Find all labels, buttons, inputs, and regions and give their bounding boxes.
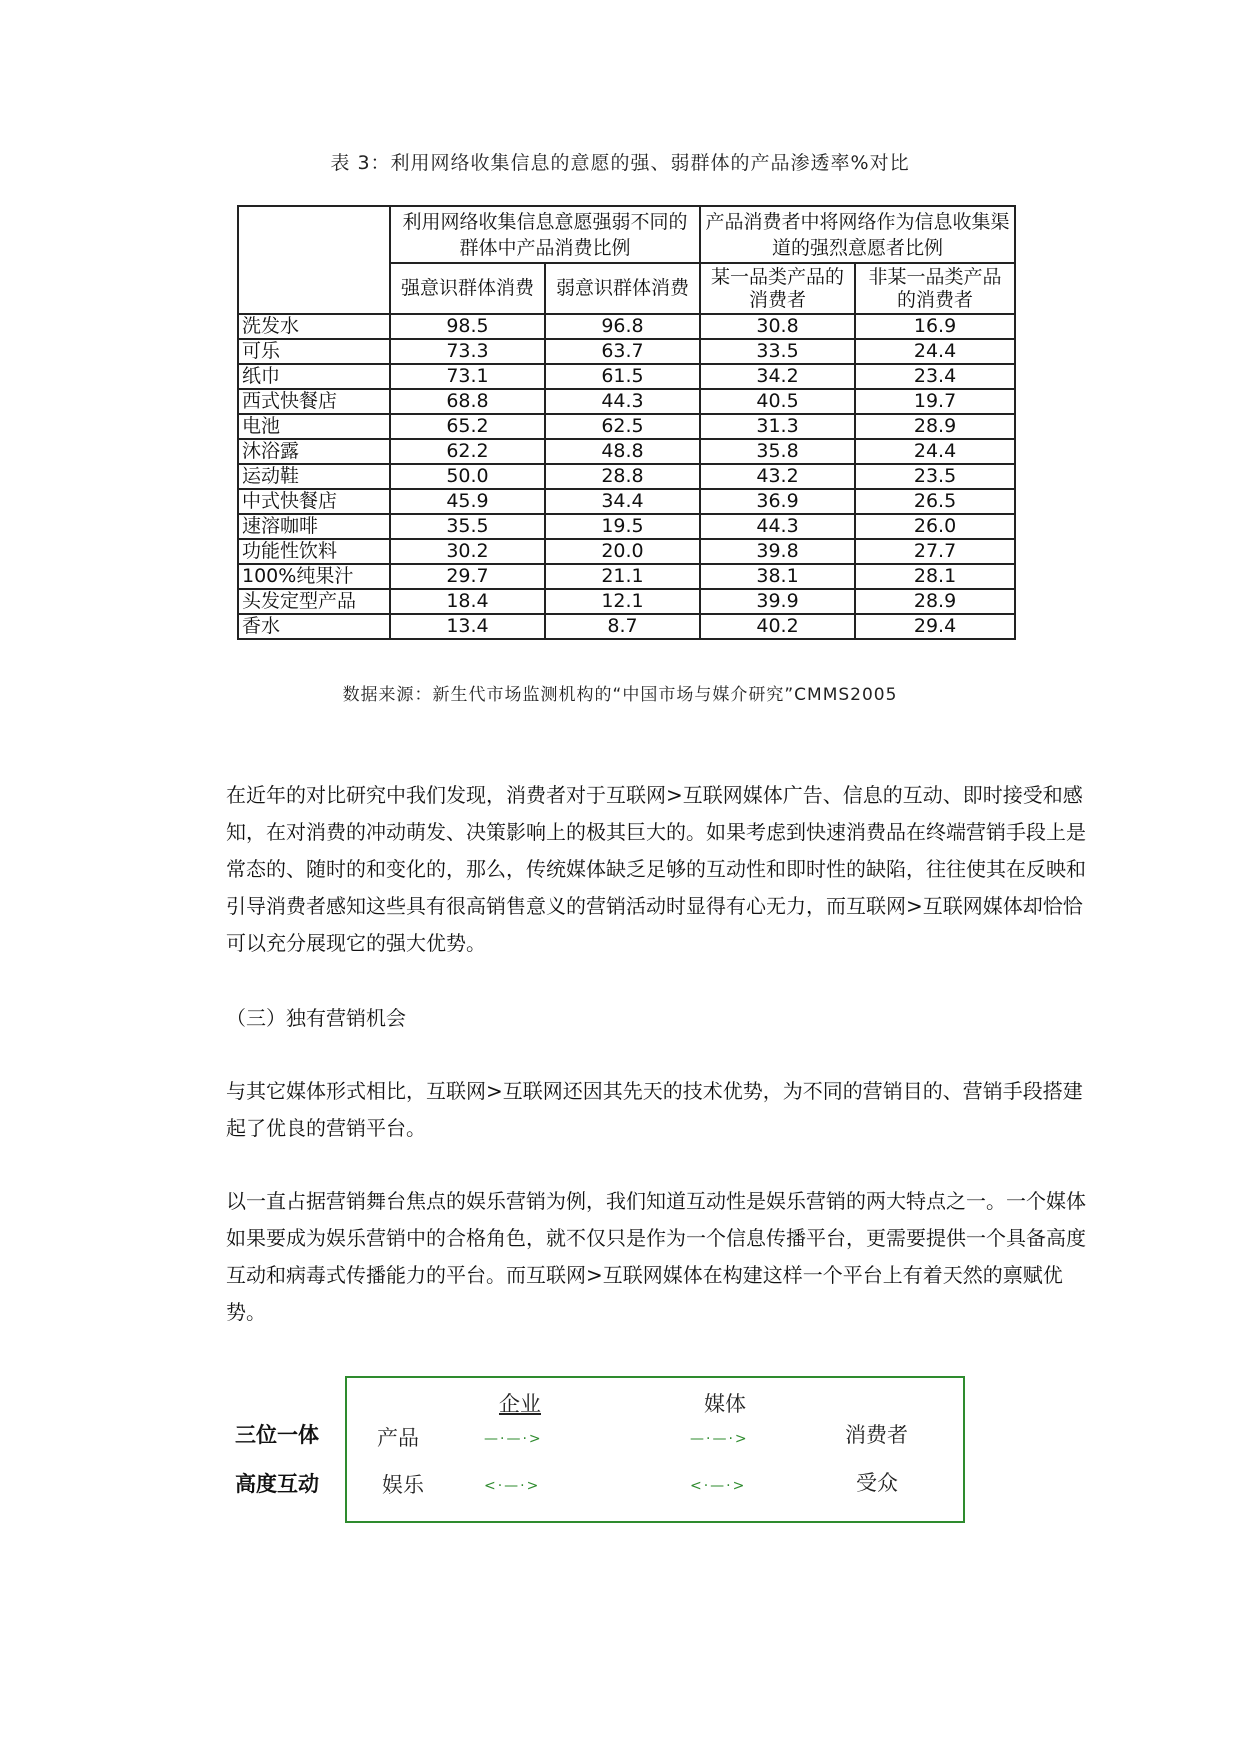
arrow-product-enterprise: —·—·> [484, 1431, 543, 1447]
row-value: 73.1 [390, 364, 545, 389]
table-row [238, 489, 1015, 514]
row-value: 13.4 [390, 614, 545, 639]
row-value: 35.5 [390, 514, 545, 539]
row-value: 18.4 [390, 589, 545, 614]
row-category: 香水 [238, 614, 390, 639]
row-value: 26.5 [855, 489, 1015, 514]
table-row [238, 439, 1015, 464]
row-value: 16.9 [855, 314, 1015, 339]
paragraph-platform: 与其它媒体形式相比，互联网>互联网还因其先天的技术优势，为不同的营销目的、营销手段搭建起了优良的营销平台。 [226, 1079, 1083, 1140]
diagram-consumer: 消费者 [845, 1423, 908, 1447]
interaction-diagram [345, 1376, 965, 1523]
row-value: 34.2 [700, 364, 855, 389]
row-value: 19.5 [545, 514, 700, 539]
row-category: 西式快餐店 [238, 389, 390, 414]
sub-header-category-consumer: 某一品类产品的消费者 [700, 263, 855, 314]
row-value: 73.3 [390, 339, 545, 364]
sub-header-strong: 强意识群体消费 [390, 263, 545, 314]
row-value: 63.7 [545, 339, 700, 364]
row-value: 19.7 [855, 389, 1015, 414]
row-category: 头发定型产品 [238, 589, 390, 614]
row-value: 30.8 [700, 314, 855, 339]
row-value: 62.2 [390, 439, 545, 464]
row-category: 可乐 [238, 339, 390, 364]
row-value: 40.2 [700, 614, 855, 639]
row-value: 23.4 [855, 364, 1015, 389]
row-value: 50.0 [390, 464, 545, 489]
group-header-1: 利用网络收集信息意愿强弱不同的群体中产品消费比例 [390, 206, 700, 263]
row-category: 100%纯果汁 [238, 564, 390, 589]
table-row [238, 514, 1015, 539]
row-value: 12.1 [545, 589, 700, 614]
row-category: 运动鞋 [238, 464, 390, 489]
table-header-row-1 [238, 206, 1015, 263]
table-row [238, 389, 1015, 414]
row-value: 31.3 [700, 414, 855, 439]
sub-header-weak: 弱意识群体消费 [545, 263, 700, 314]
table-row [238, 539, 1015, 564]
row-value: 26.0 [855, 514, 1015, 539]
row-value: 39.9 [700, 589, 855, 614]
diagram-row-label-2: 高度互动 [235, 1472, 319, 1496]
row-value: 61.5 [545, 364, 700, 389]
arrow-entertainment-enterprise: <·—·> [484, 1478, 541, 1494]
row-value: 38.1 [700, 564, 855, 589]
arrow-media-audience: <·—·> [690, 1478, 747, 1494]
diagram-media: 媒体 [704, 1392, 746, 1416]
row-value: 35.8 [700, 439, 855, 464]
row-value: 8.7 [545, 614, 700, 639]
table-row [238, 314, 1015, 339]
row-category: 电池 [238, 414, 390, 439]
row-value: 24.4 [855, 439, 1015, 464]
row-value: 23.5 [855, 464, 1015, 489]
table-caption: 表 3：利用网络收集信息的意愿的强、弱群体的产品渗透率%对比 [330, 152, 910, 174]
paragraph-entertainment: 以一直占据营销舞台焦点的娱乐营销为例，我们知道互动性是娱乐营销的两大特点之一。一个媒体如果要成为娱乐营销中的合格角色，就不仅只是作为一个信息传播平台，更需要提供一个具备高度互动和病毒式传播能力的平台。而互联网>互联网媒体在构建这样一个平台上有着天然的禀赋优势。 [226, 1189, 1086, 1324]
row-category: 中式快餐店 [238, 489, 390, 514]
row-value: 29.4 [855, 614, 1015, 639]
table-row [238, 339, 1015, 364]
paragraph-comparison: 在近年的对比研究中我们发现，消费者对于互联网>互联网媒体广告、信息的互动、即时接受和感知，在对消费的冲动萌发、决策影响上的极其巨大的。如果考虑到快速消费品在终端营销手段上是常态的、随时的和变化的，那么，传统媒体缺乏足够的互动性和即时性的缺陷，往往使其在反映和引导消费者感知这些具有很高销售意义的营销活动时显得有心无力，而互联网>互联网媒体却恰恰可以充分展现它的强大优势。 [226, 783, 1086, 955]
table-row [238, 589, 1015, 614]
table-row [238, 564, 1015, 589]
row-value: 43.2 [700, 464, 855, 489]
row-value: 44.3 [545, 389, 700, 414]
row-category: 速溶咖啡 [238, 514, 390, 539]
row-value: 28.8 [545, 464, 700, 489]
row-value: 96.8 [545, 314, 700, 339]
diagram-row-label-1: 三位一体 [235, 1423, 319, 1447]
row-value: 48.8 [545, 439, 700, 464]
row-value: 28.1 [855, 564, 1015, 589]
row-value: 44.3 [700, 514, 855, 539]
section-heading: （三）独有营销机会 [226, 1006, 406, 1030]
row-value: 45.9 [390, 489, 545, 514]
row-value: 21.1 [545, 564, 700, 589]
row-category: 纸巾 [238, 364, 390, 389]
row-value: 39.8 [700, 539, 855, 564]
row-value: 30.2 [390, 539, 545, 564]
corner-cell [238, 206, 390, 314]
row-value: 98.5 [390, 314, 545, 339]
diagram-enterprise: 企业 [499, 1392, 541, 1416]
row-value: 20.0 [545, 539, 700, 564]
row-value: 40.5 [700, 389, 855, 414]
sub-header-non-category-consumer: 非某一品类产品的消费者 [855, 263, 1015, 314]
row-category: 功能性饮料 [238, 539, 390, 564]
row-category: 洗发水 [238, 314, 390, 339]
penetration-table [237, 205, 1016, 640]
row-value: 28.9 [855, 589, 1015, 614]
row-value: 34.4 [545, 489, 700, 514]
row-value: 62.5 [545, 414, 700, 439]
row-value: 24.4 [855, 339, 1015, 364]
table-row [238, 414, 1015, 439]
table-source: 数据来源：新生代市场监测机构的“中国市场与媒介研究”CMMS2005 [342, 685, 898, 705]
diagram-audience: 受众 [856, 1471, 898, 1495]
table-row [238, 364, 1015, 389]
row-value: 33.5 [700, 339, 855, 364]
table-row [238, 464, 1015, 489]
row-value: 28.9 [855, 414, 1015, 439]
arrow-media-consumer: —·—·> [690, 1431, 749, 1447]
row-category: 沐浴露 [238, 439, 390, 464]
diagram-entertainment: 娱乐 [382, 1473, 424, 1497]
row-value: 65.2 [390, 414, 545, 439]
row-value: 36.9 [700, 489, 855, 514]
group-header-2: 产品消费者中将网络作为信息收集渠道的强烈意愿者比例 [700, 206, 1015, 263]
table-row [238, 614, 1015, 639]
row-value: 29.7 [390, 564, 545, 589]
row-value: 27.7 [855, 539, 1015, 564]
row-value: 68.8 [390, 389, 545, 414]
diagram-product: 产品 [377, 1426, 419, 1450]
